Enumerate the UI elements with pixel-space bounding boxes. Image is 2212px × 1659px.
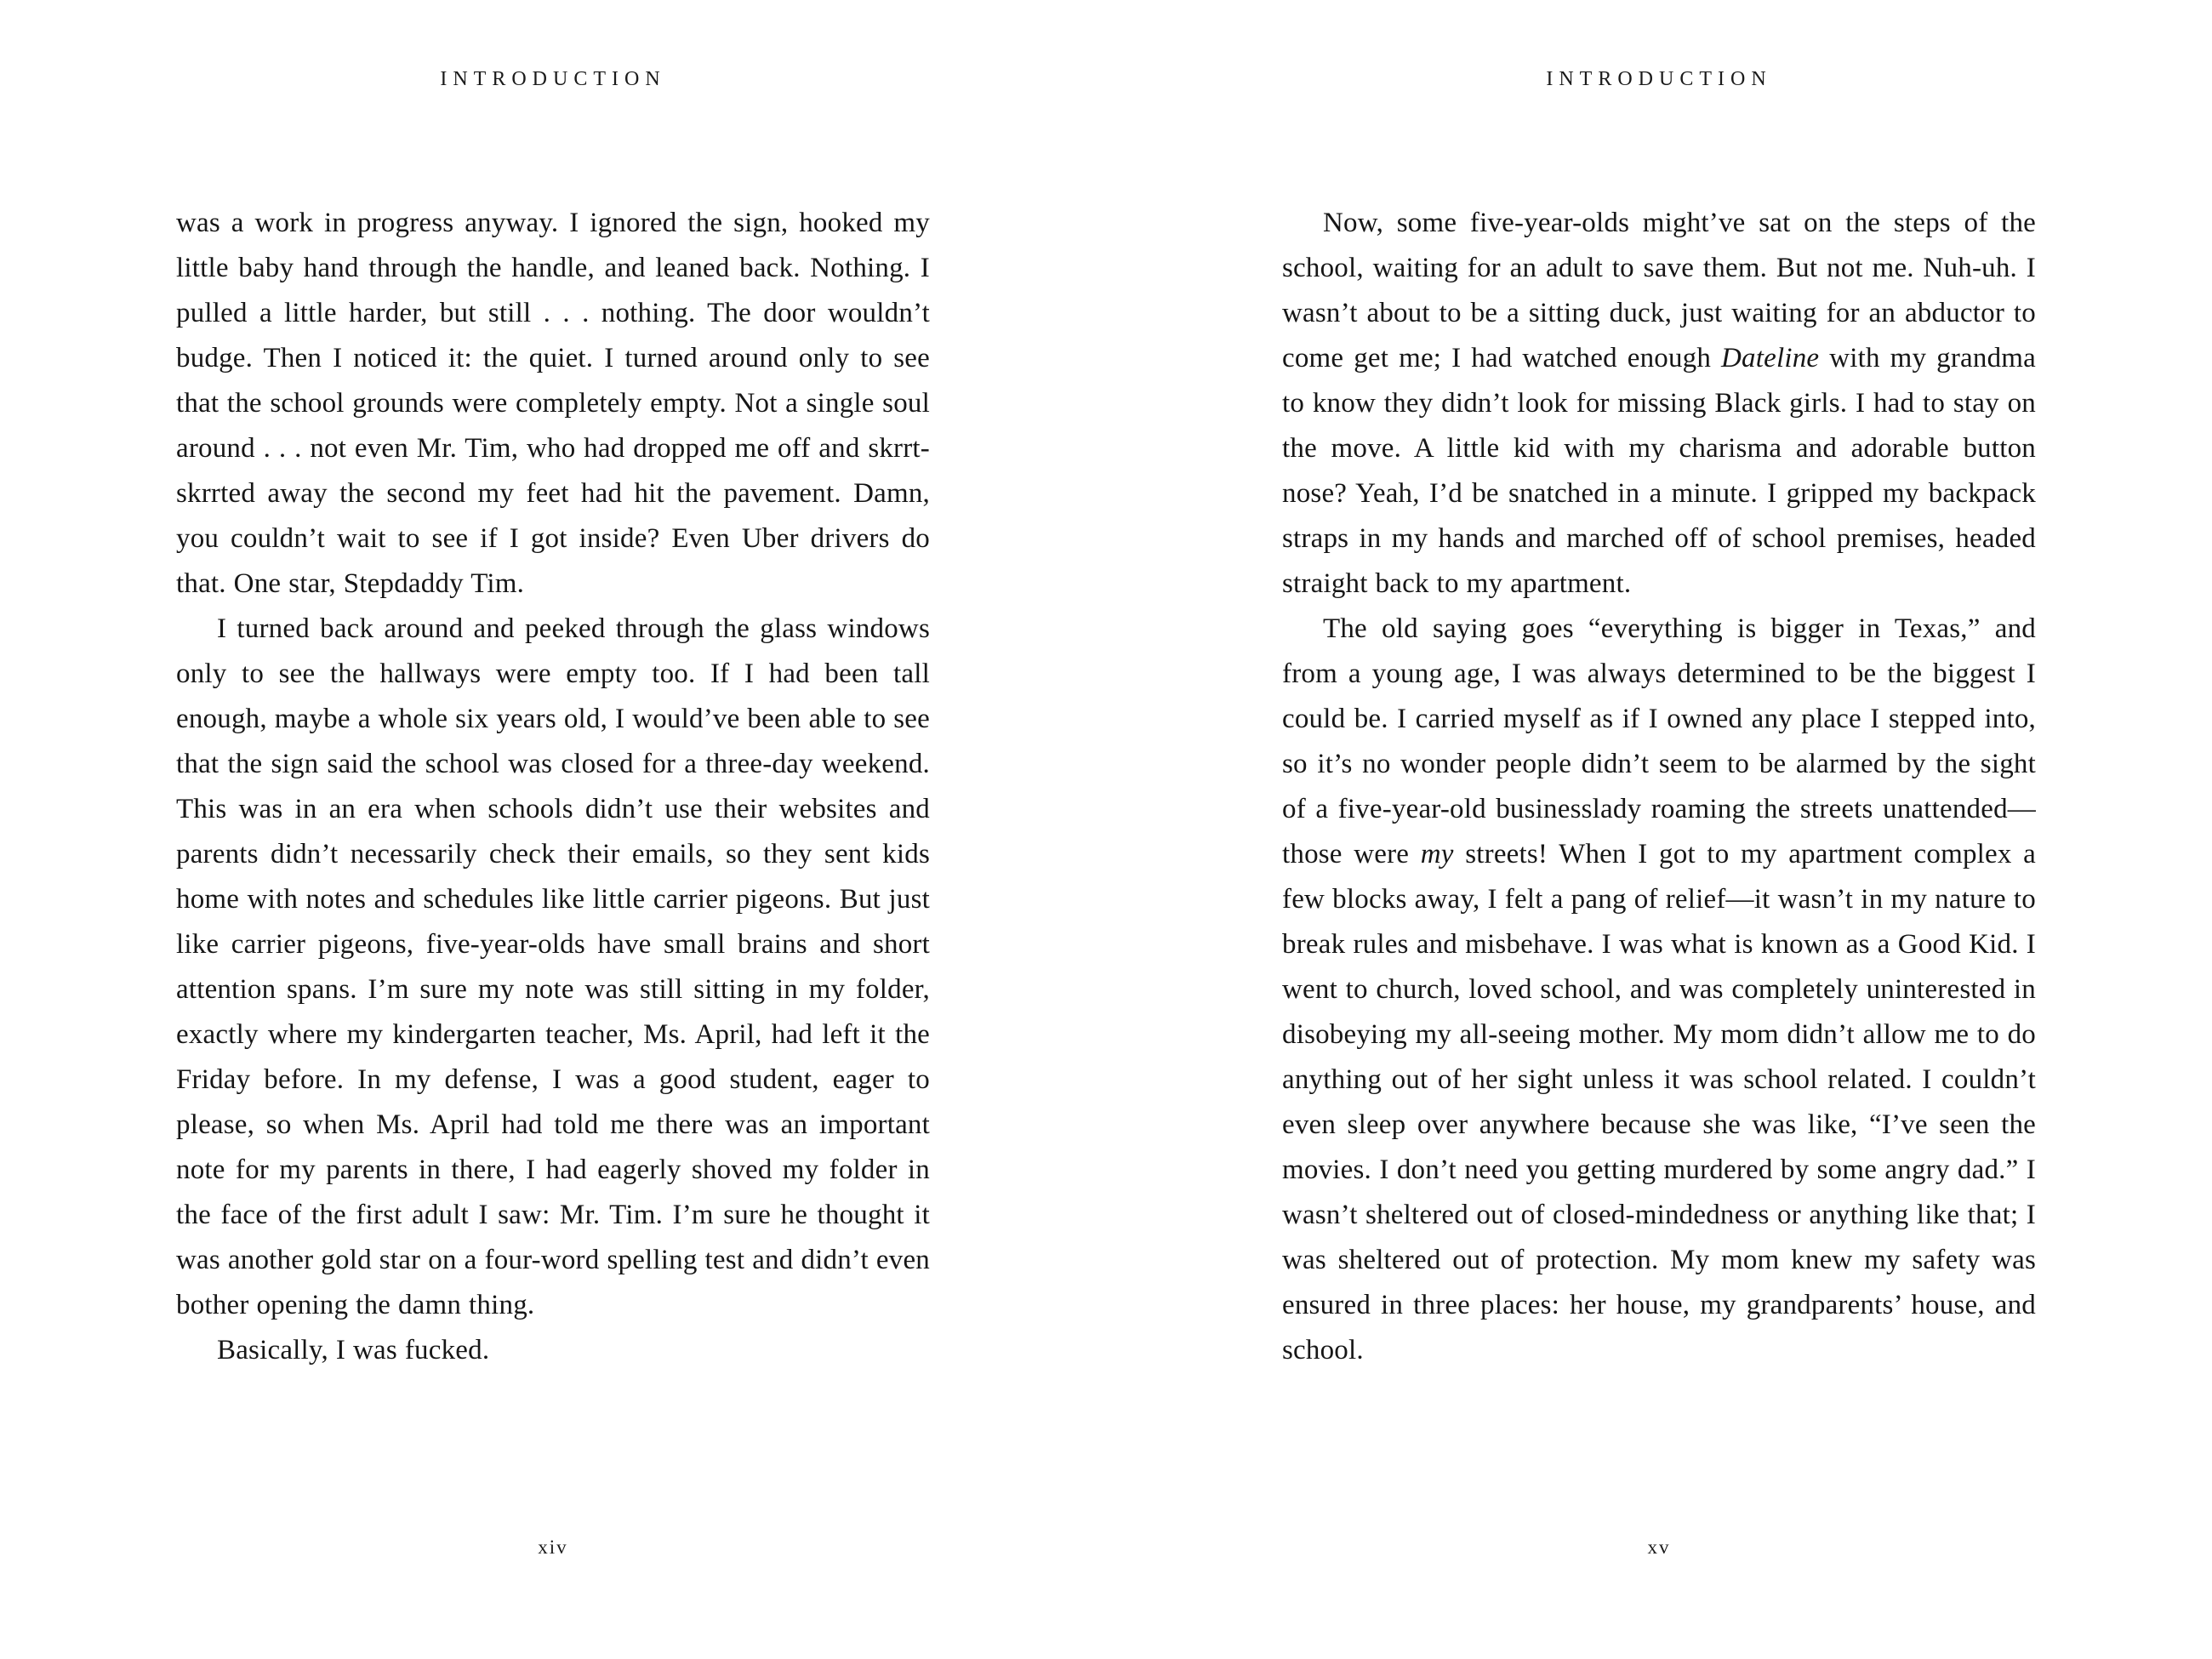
italic-text: Dateline xyxy=(1721,343,1820,373)
paragraph xyxy=(176,1328,930,1373)
page-number-right: xv xyxy=(1647,1536,1671,1558)
body-text: with my grandma to know they didn’t look for missing Black girls. I had to stay on the move. A little kid with my charisma and adorable button nose? Yeah, I’d be snatched in a minute. I gripped my backpack straps in my hands and marched off of school premises, headed straight back to my apartment. xyxy=(1282,343,2036,599)
body-text: streets! When I got to my apartment complex a few blocks away, I felt a pang of relief—it wasn’t in my nature to break rules and misbehave. I was what is known as a Good Kid. I went to church, loved school, and was completely uninterested in disobeying my all-seeing mother. My mom didn’t allow me to do anything out of her sight unless it was school related. I couldn’t even sleep over anywhere because she was like, “I’ve seen the movies. I don’t need you getting murdered by some angry dad.” I wasn’t sheltered out of closed-mindedness or anything like that; I was sheltered out of protection. My mom knew my safety was ensured in three places: her house, my grandparents’ house, and school. xyxy=(1282,839,2036,1365)
body-text: was a work in progress anyway. I ignored the sign, hooked my little baby hand through the handle, and leaned back. Nothing. I pulled a little harder, but still . . . nothing. The door wouldn’t budge. Then I noticed it: the quiet. I turned around only to see that the school grounds were completely empty. Not a single soul around . . . not even Mr. Tim, who had dropped me off and skrrt-skrrted away the second my feet had hit the pavement. Damn, you couldn’t wait to see if I got inside? Even Uber drivers do that. One star, Stepdaddy Tim. xyxy=(176,208,930,599)
page-right xyxy=(1106,0,2212,1659)
page-body-left xyxy=(176,201,930,1373)
italic-text: my xyxy=(1420,839,1454,869)
running-head-left: INTRODUCTION xyxy=(440,68,666,90)
paragraph xyxy=(1282,607,2036,1373)
paragraph xyxy=(176,607,930,1328)
paragraph xyxy=(1282,201,2036,607)
body-text: I turned back around and peeked through the glass windows only to see the hallways were empty too. If I had been tall enough, maybe a whole six years old, I would’ve been able to see that the sign said the school was closed for a three-day weekend. This was in an era when schools didn’t use their websites and parents didn’t necessarily check their emails, so they sent kids home with notes and schedules like little carrier pigeons. But just like carrier pigeons, five-year-olds have small brains and short attention spans. I’m sure my note was still sitting in my folder, exactly where my kindergarten teacher, Ms. April, had left it the Friday before. In my defense, I was a good student, eager to please, so when Ms. April had told me there was an important note for my parents in there, I had eagerly shoved my folder in the face of the first adult I saw: Mr. Tim. I’m sure he thought it was another gold star on a four-word spelling test and didn’t even bother opening the damn thing. xyxy=(176,613,930,1320)
body-text: The old saying goes “everything is bigger in Texas,” and from a young age, I was always determined to be the biggest I could be. I carried myself as if I owned any place I stepped into, so it’s no wonder people didn’t seem to be alarmed by the sight of a five-year-old businesslady roaming the streets unattended—those were xyxy=(1282,613,2036,869)
page-number-left: xiv xyxy=(538,1536,568,1558)
paragraph xyxy=(176,201,930,607)
running-head-right: INTRODUCTION xyxy=(1546,68,1772,90)
body-text: Now, some five-year-olds might’ve sat on the steps of the school, waiting for an adult to save them. But not me. Nuh-uh. I wasn’t about to be a sitting duck, just waiting for an abductor to come get me; I had watched enough xyxy=(1282,208,2036,373)
body-text: Basically, I was fucked. xyxy=(217,1335,490,1365)
page-body-right xyxy=(1282,201,2036,1373)
